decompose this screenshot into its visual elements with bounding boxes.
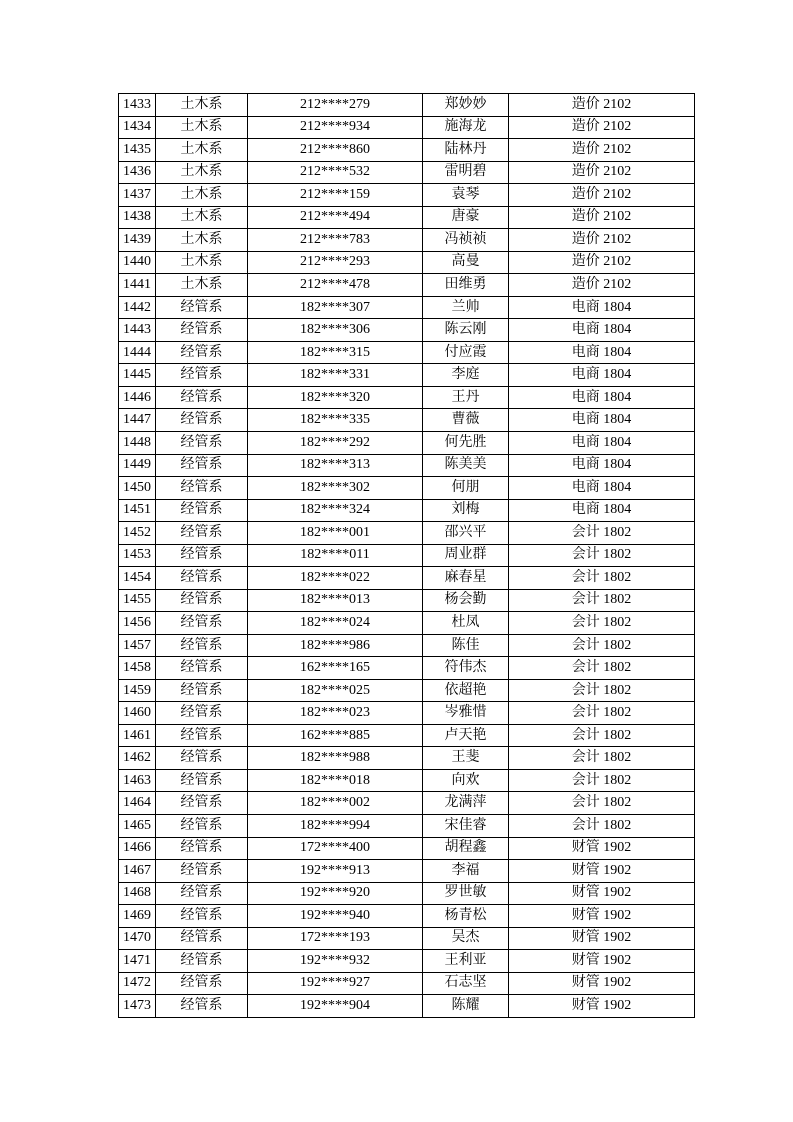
- student-id-cell: 182****011: [248, 544, 423, 567]
- department-cell: 经管系: [156, 860, 248, 883]
- student-id-cell: 182****001: [248, 522, 423, 545]
- row-number-cell: 1437: [119, 184, 156, 207]
- department-cell: 经管系: [156, 769, 248, 792]
- department-cell: 经管系: [156, 589, 248, 612]
- row-number-cell: 1461: [119, 724, 156, 747]
- name-cell: 依超艳: [423, 679, 509, 702]
- student-id-cell: 182****002: [248, 792, 423, 815]
- table-row: [119, 724, 695, 747]
- name-cell: 石志坚: [423, 972, 509, 995]
- row-number-cell: 1472: [119, 972, 156, 995]
- department-cell: 土木系: [156, 274, 248, 297]
- table-row: [119, 319, 695, 342]
- department-cell: 经管系: [156, 995, 248, 1018]
- student-id-cell: 212****478: [248, 274, 423, 297]
- class-cell: 电商 1804: [509, 364, 695, 387]
- student-id-cell: 182****023: [248, 702, 423, 725]
- student-id-cell: 172****400: [248, 837, 423, 860]
- row-number-cell: 1441: [119, 274, 156, 297]
- table-row: [119, 409, 695, 432]
- table-row: [119, 657, 695, 680]
- student-id-cell: 172****193: [248, 927, 423, 950]
- class-cell: 造价 2102: [509, 251, 695, 274]
- name-cell: 施海龙: [423, 116, 509, 139]
- row-number-cell: 1451: [119, 499, 156, 522]
- department-cell: 经管系: [156, 341, 248, 364]
- row-number-cell: 1439: [119, 229, 156, 252]
- table-row: [119, 431, 695, 454]
- class-cell: 财管 1902: [509, 950, 695, 973]
- class-cell: 会计 1802: [509, 815, 695, 838]
- department-cell: 经管系: [156, 950, 248, 973]
- row-number-cell: 1436: [119, 161, 156, 184]
- class-cell: 造价 2102: [509, 116, 695, 139]
- row-number-cell: 1449: [119, 454, 156, 477]
- name-cell: 吴杰: [423, 927, 509, 950]
- name-cell: 陈耀: [423, 995, 509, 1018]
- class-cell: 造价 2102: [509, 206, 695, 229]
- class-cell: 会计 1802: [509, 724, 695, 747]
- row-number-cell: 1442: [119, 296, 156, 319]
- name-cell: 何先胜: [423, 431, 509, 454]
- name-cell: 周业群: [423, 544, 509, 567]
- table-row: [119, 296, 695, 319]
- table-row: [119, 364, 695, 387]
- name-cell: 卢天艳: [423, 724, 509, 747]
- name-cell: 李庭: [423, 364, 509, 387]
- student-id-cell: 212****532: [248, 161, 423, 184]
- name-cell: 王利亚: [423, 950, 509, 973]
- student-id-cell: 192****932: [248, 950, 423, 973]
- table-row: [119, 837, 695, 860]
- table-row: [119, 702, 695, 725]
- class-cell: 财管 1902: [509, 860, 695, 883]
- row-number-cell: 1470: [119, 927, 156, 950]
- class-cell: 电商 1804: [509, 296, 695, 319]
- name-cell: 袁琴: [423, 184, 509, 207]
- department-cell: 经管系: [156, 724, 248, 747]
- department-cell: 经管系: [156, 409, 248, 432]
- department-cell: 土木系: [156, 116, 248, 139]
- department-cell: 经管系: [156, 296, 248, 319]
- department-cell: 经管系: [156, 364, 248, 387]
- table-row: [119, 792, 695, 815]
- row-number-cell: 1435: [119, 139, 156, 162]
- class-cell: 电商 1804: [509, 386, 695, 409]
- row-number-cell: 1443: [119, 319, 156, 342]
- department-cell: 经管系: [156, 927, 248, 950]
- row-number-cell: 1464: [119, 792, 156, 815]
- student-id-cell: 192****940: [248, 905, 423, 928]
- row-number-cell: 1462: [119, 747, 156, 770]
- row-number-cell: 1448: [119, 431, 156, 454]
- student-id-cell: 182****306: [248, 319, 423, 342]
- table-row: [119, 905, 695, 928]
- name-cell: 胡程鑫: [423, 837, 509, 860]
- department-cell: 经管系: [156, 882, 248, 905]
- name-cell: 杨青松: [423, 905, 509, 928]
- department-cell: 经管系: [156, 837, 248, 860]
- student-id-cell: 182****320: [248, 386, 423, 409]
- table-row: [119, 815, 695, 838]
- department-cell: 经管系: [156, 747, 248, 770]
- student-id-cell: 212****279: [248, 94, 423, 117]
- student-id-cell: 212****934: [248, 116, 423, 139]
- row-number-cell: 1459: [119, 679, 156, 702]
- student-id-cell: 182****302: [248, 477, 423, 500]
- table-row: [119, 341, 695, 364]
- department-cell: 经管系: [156, 522, 248, 545]
- table-row: [119, 882, 695, 905]
- class-cell: 造价 2102: [509, 184, 695, 207]
- row-number-cell: 1446: [119, 386, 156, 409]
- table-row: [119, 94, 695, 117]
- student-id-cell: 192****927: [248, 972, 423, 995]
- student-id-cell: 212****293: [248, 251, 423, 274]
- student-id-cell: 182****324: [248, 499, 423, 522]
- name-cell: 陈佳: [423, 634, 509, 657]
- class-cell: 会计 1802: [509, 567, 695, 590]
- row-number-cell: 1453: [119, 544, 156, 567]
- name-cell: 罗世敏: [423, 882, 509, 905]
- department-cell: 经管系: [156, 612, 248, 635]
- row-number-cell: 1468: [119, 882, 156, 905]
- class-cell: 电商 1804: [509, 319, 695, 342]
- department-cell: 经管系: [156, 792, 248, 815]
- table-row: [119, 995, 695, 1018]
- student-id-cell: 192****904: [248, 995, 423, 1018]
- student-id-cell: 212****159: [248, 184, 423, 207]
- student-id-cell: 192****913: [248, 860, 423, 883]
- department-cell: 经管系: [156, 477, 248, 500]
- table-row: [119, 454, 695, 477]
- student-id-cell: 182****024: [248, 612, 423, 635]
- class-cell: 会计 1802: [509, 679, 695, 702]
- name-cell: 麻春星: [423, 567, 509, 590]
- student-id-cell: 182****994: [248, 815, 423, 838]
- department-cell: 经管系: [156, 544, 248, 567]
- name-cell: 邵兴平: [423, 522, 509, 545]
- class-cell: 会计 1802: [509, 792, 695, 815]
- table-row: [119, 274, 695, 297]
- name-cell: 高曼: [423, 251, 509, 274]
- table-row: [119, 769, 695, 792]
- row-number-cell: 1434: [119, 116, 156, 139]
- department-cell: 经管系: [156, 386, 248, 409]
- student-id-cell: 182****335: [248, 409, 423, 432]
- student-id-cell: 182****013: [248, 589, 423, 612]
- student-table: [118, 93, 695, 1018]
- table-row: [119, 567, 695, 590]
- student-id-cell: 182****018: [248, 769, 423, 792]
- row-number-cell: 1460: [119, 702, 156, 725]
- name-cell: 兰帅: [423, 296, 509, 319]
- class-cell: 财管 1902: [509, 882, 695, 905]
- student-table-body: [119, 94, 695, 1018]
- class-cell: 财管 1902: [509, 972, 695, 995]
- table-row: [119, 860, 695, 883]
- department-cell: 土木系: [156, 94, 248, 117]
- department-cell: 土木系: [156, 139, 248, 162]
- name-cell: 陈云刚: [423, 319, 509, 342]
- name-cell: 曹薇: [423, 409, 509, 432]
- row-number-cell: 1466: [119, 837, 156, 860]
- name-cell: 王斐: [423, 747, 509, 770]
- department-cell: 经管系: [156, 319, 248, 342]
- row-number-cell: 1438: [119, 206, 156, 229]
- class-cell: 造价 2102: [509, 229, 695, 252]
- class-cell: 电商 1804: [509, 431, 695, 454]
- row-number-cell: 1444: [119, 341, 156, 364]
- table-row: [119, 229, 695, 252]
- table-row: [119, 950, 695, 973]
- department-cell: 经管系: [156, 815, 248, 838]
- class-cell: 财管 1902: [509, 995, 695, 1018]
- department-cell: 经管系: [156, 431, 248, 454]
- department-cell: 土木系: [156, 161, 248, 184]
- name-cell: 何朋: [423, 477, 509, 500]
- table-row: [119, 589, 695, 612]
- name-cell: 向欢: [423, 769, 509, 792]
- name-cell: 陆林丹: [423, 139, 509, 162]
- name-cell: 刘梅: [423, 499, 509, 522]
- class-cell: 造价 2102: [509, 139, 695, 162]
- class-cell: 造价 2102: [509, 274, 695, 297]
- table-row: [119, 499, 695, 522]
- department-cell: 土木系: [156, 206, 248, 229]
- row-number-cell: 1458: [119, 657, 156, 680]
- class-cell: 电商 1804: [509, 409, 695, 432]
- class-cell: 会计 1802: [509, 634, 695, 657]
- table-row: [119, 679, 695, 702]
- student-id-cell: 212****783: [248, 229, 423, 252]
- name-cell: 杜凤: [423, 612, 509, 635]
- class-cell: 财管 1902: [509, 927, 695, 950]
- row-number-cell: 1433: [119, 94, 156, 117]
- department-cell: 经管系: [156, 702, 248, 725]
- student-id-cell: 182****025: [248, 679, 423, 702]
- table-row: [119, 927, 695, 950]
- row-number-cell: 1471: [119, 950, 156, 973]
- table-row: [119, 477, 695, 500]
- name-cell: 冯祯祯: [423, 229, 509, 252]
- class-cell: 会计 1802: [509, 769, 695, 792]
- table-row: [119, 251, 695, 274]
- table-row: [119, 139, 695, 162]
- name-cell: 唐豪: [423, 206, 509, 229]
- row-number-cell: 1455: [119, 589, 156, 612]
- row-number-cell: 1447: [119, 409, 156, 432]
- name-cell: 宋佳睿: [423, 815, 509, 838]
- student-id-cell: 182****315: [248, 341, 423, 364]
- name-cell: 杨会勤: [423, 589, 509, 612]
- name-cell: 龙满萍: [423, 792, 509, 815]
- class-cell: 会计 1802: [509, 702, 695, 725]
- student-id-cell: 182****988: [248, 747, 423, 770]
- row-number-cell: 1452: [119, 522, 156, 545]
- class-cell: 会计 1802: [509, 589, 695, 612]
- name-cell: 田维勇: [423, 274, 509, 297]
- class-cell: 电商 1804: [509, 454, 695, 477]
- student-id-cell: 192****920: [248, 882, 423, 905]
- table-row: [119, 522, 695, 545]
- row-number-cell: 1445: [119, 364, 156, 387]
- name-cell: 郑妙妙: [423, 94, 509, 117]
- class-cell: 会计 1802: [509, 522, 695, 545]
- table-row: [119, 544, 695, 567]
- name-cell: 雷明碧: [423, 161, 509, 184]
- student-id-cell: 182****986: [248, 634, 423, 657]
- table-row: [119, 206, 695, 229]
- table-row: [119, 184, 695, 207]
- class-cell: 会计 1802: [509, 612, 695, 635]
- table-row: [119, 612, 695, 635]
- student-id-cell: 182****307: [248, 296, 423, 319]
- student-id-cell: 212****860: [248, 139, 423, 162]
- department-cell: 经管系: [156, 499, 248, 522]
- table-row: [119, 116, 695, 139]
- class-cell: 电商 1804: [509, 499, 695, 522]
- department-cell: 经管系: [156, 454, 248, 477]
- table-row: [119, 747, 695, 770]
- name-cell: 王丹: [423, 386, 509, 409]
- row-number-cell: 1473: [119, 995, 156, 1018]
- row-number-cell: 1454: [119, 567, 156, 590]
- class-cell: 电商 1804: [509, 477, 695, 500]
- department-cell: 土木系: [156, 184, 248, 207]
- class-cell: 造价 2102: [509, 94, 695, 117]
- table-row: [119, 161, 695, 184]
- class-cell: 造价 2102: [509, 161, 695, 184]
- row-number-cell: 1440: [119, 251, 156, 274]
- row-number-cell: 1457: [119, 634, 156, 657]
- row-number-cell: 1463: [119, 769, 156, 792]
- name-cell: 陈美美: [423, 454, 509, 477]
- row-number-cell: 1469: [119, 905, 156, 928]
- department-cell: 土木系: [156, 229, 248, 252]
- class-cell: 会计 1802: [509, 544, 695, 567]
- department-cell: 经管系: [156, 634, 248, 657]
- student-id-cell: 162****885: [248, 724, 423, 747]
- name-cell: 付应霞: [423, 341, 509, 364]
- student-id-cell: 182****331: [248, 364, 423, 387]
- department-cell: 经管系: [156, 657, 248, 680]
- row-number-cell: 1467: [119, 860, 156, 883]
- student-id-cell: 182****313: [248, 454, 423, 477]
- class-cell: 会计 1802: [509, 657, 695, 680]
- student-id-cell: 182****292: [248, 431, 423, 454]
- department-cell: 经管系: [156, 567, 248, 590]
- name-cell: 岑雅惜: [423, 702, 509, 725]
- class-cell: 电商 1804: [509, 341, 695, 364]
- department-cell: 经管系: [156, 972, 248, 995]
- department-cell: 经管系: [156, 679, 248, 702]
- row-number-cell: 1465: [119, 815, 156, 838]
- student-id-cell: 212****494: [248, 206, 423, 229]
- name-cell: 符伟杰: [423, 657, 509, 680]
- student-id-cell: 182****022: [248, 567, 423, 590]
- student-id-cell: 162****165: [248, 657, 423, 680]
- table-row: [119, 634, 695, 657]
- class-cell: 财管 1902: [509, 837, 695, 860]
- name-cell: 李福: [423, 860, 509, 883]
- class-cell: 财管 1902: [509, 905, 695, 928]
- table-row: [119, 386, 695, 409]
- table-row: [119, 972, 695, 995]
- row-number-cell: 1456: [119, 612, 156, 635]
- class-cell: 会计 1802: [509, 747, 695, 770]
- department-cell: 土木系: [156, 251, 248, 274]
- row-number-cell: 1450: [119, 477, 156, 500]
- department-cell: 经管系: [156, 905, 248, 928]
